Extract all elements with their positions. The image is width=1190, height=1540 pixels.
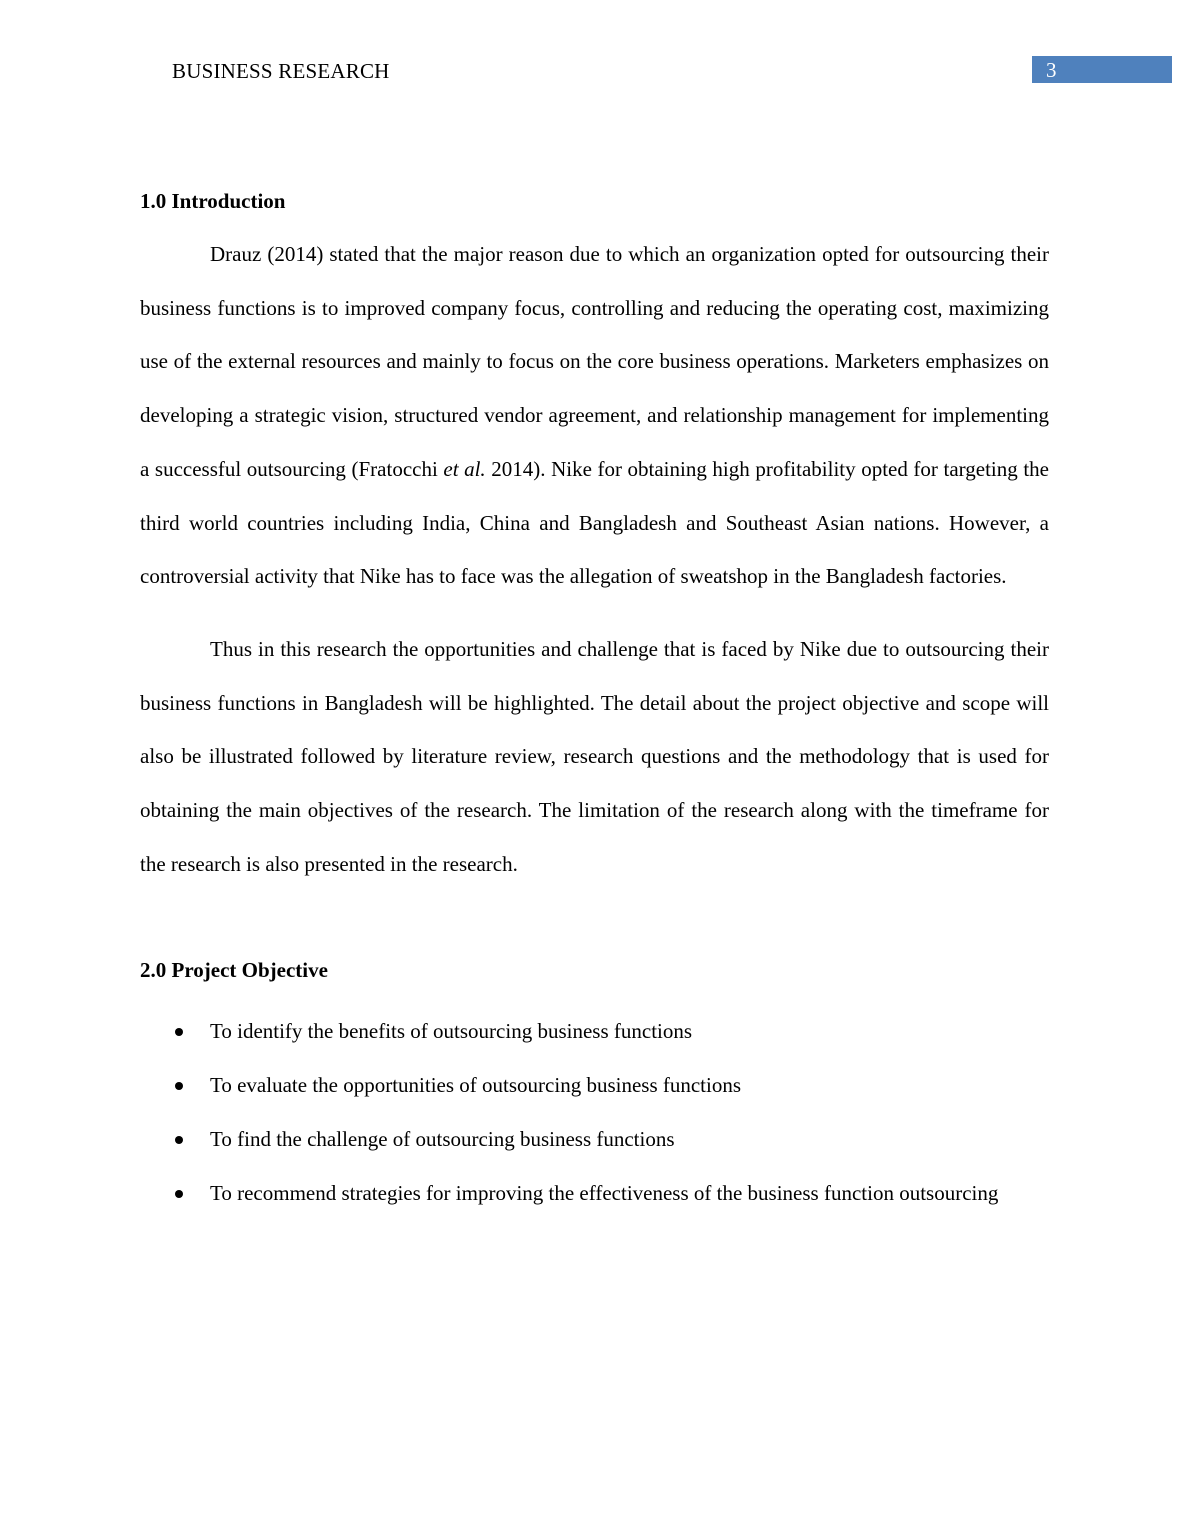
objective-text: To evaluate the opportunities of outsourcing business functions [210, 1073, 742, 1098]
bullet-icon [175, 1190, 183, 1198]
paragraph-1-text-b: 2014). Nike for obtaining high profitability opted for targeting the third world countries including India, China and Bangladesh and Southeast Asian nations. However, a controversial activity that Nike has to face was the allegation of sweatshop in the Bangladesh factories. [140, 456, 1049, 589]
citation-et-al: et al. [443, 456, 486, 481]
bullet-icon [175, 1136, 183, 1144]
introduction-heading: 1.0 Introduction [140, 189, 286, 213]
objective-text: To find the challenge of outsourcing business functions [210, 1126, 675, 1151]
document-body [140, 185, 1049, 1220]
objective-text: To recommend strategies for improving the effectiveness of the business function outsourcing [210, 1180, 999, 1205]
page-number: 3 [1046, 58, 1057, 82]
objectives-list [140, 1005, 1049, 1220]
objective-item [140, 1167, 1049, 1221]
bullet-icon [175, 1082, 183, 1090]
objective-item [140, 1059, 1049, 1113]
paragraph-1-text-a: Drauz (2014) stated that the major reason due to which an organization opted for outsourcing their business functions is to improved company focus, controlling and reducing the operating cost, maximizing use of the external resources and mainly to focus on the core business operations. Marketers emphasizes on developing a strategic vision, structured vendor agreement, and relationship management for implementing a successful outsourcing (Fratocchi [140, 242, 1049, 481]
introduction-paragraph-2: Thus in this research the opportunities and challenge that is faced by Nike due to outsourcing their business functions in Bangladesh will be highlighted. The detail about the project objective and scope will also be illustrated followed by literature review, research questions and the methodology that is used for obtaining the main objectives of the research. The limitation of the research along with the timeframe for the research is also presented in the research. [140, 636, 1049, 876]
bullet-icon [175, 1028, 183, 1036]
running-header-title: BUSINESS RESEARCH [172, 59, 390, 83]
objective-item [140, 1113, 1049, 1167]
objective-text: To identify the benefits of outsourcing business functions [210, 1019, 693, 1044]
objective-item [140, 1005, 1049, 1059]
introduction-paragraph-1 [140, 228, 1049, 604]
project-objective-heading: 2.0 Project Objective [140, 958, 328, 983]
page-number-box [1032, 56, 1172, 83]
